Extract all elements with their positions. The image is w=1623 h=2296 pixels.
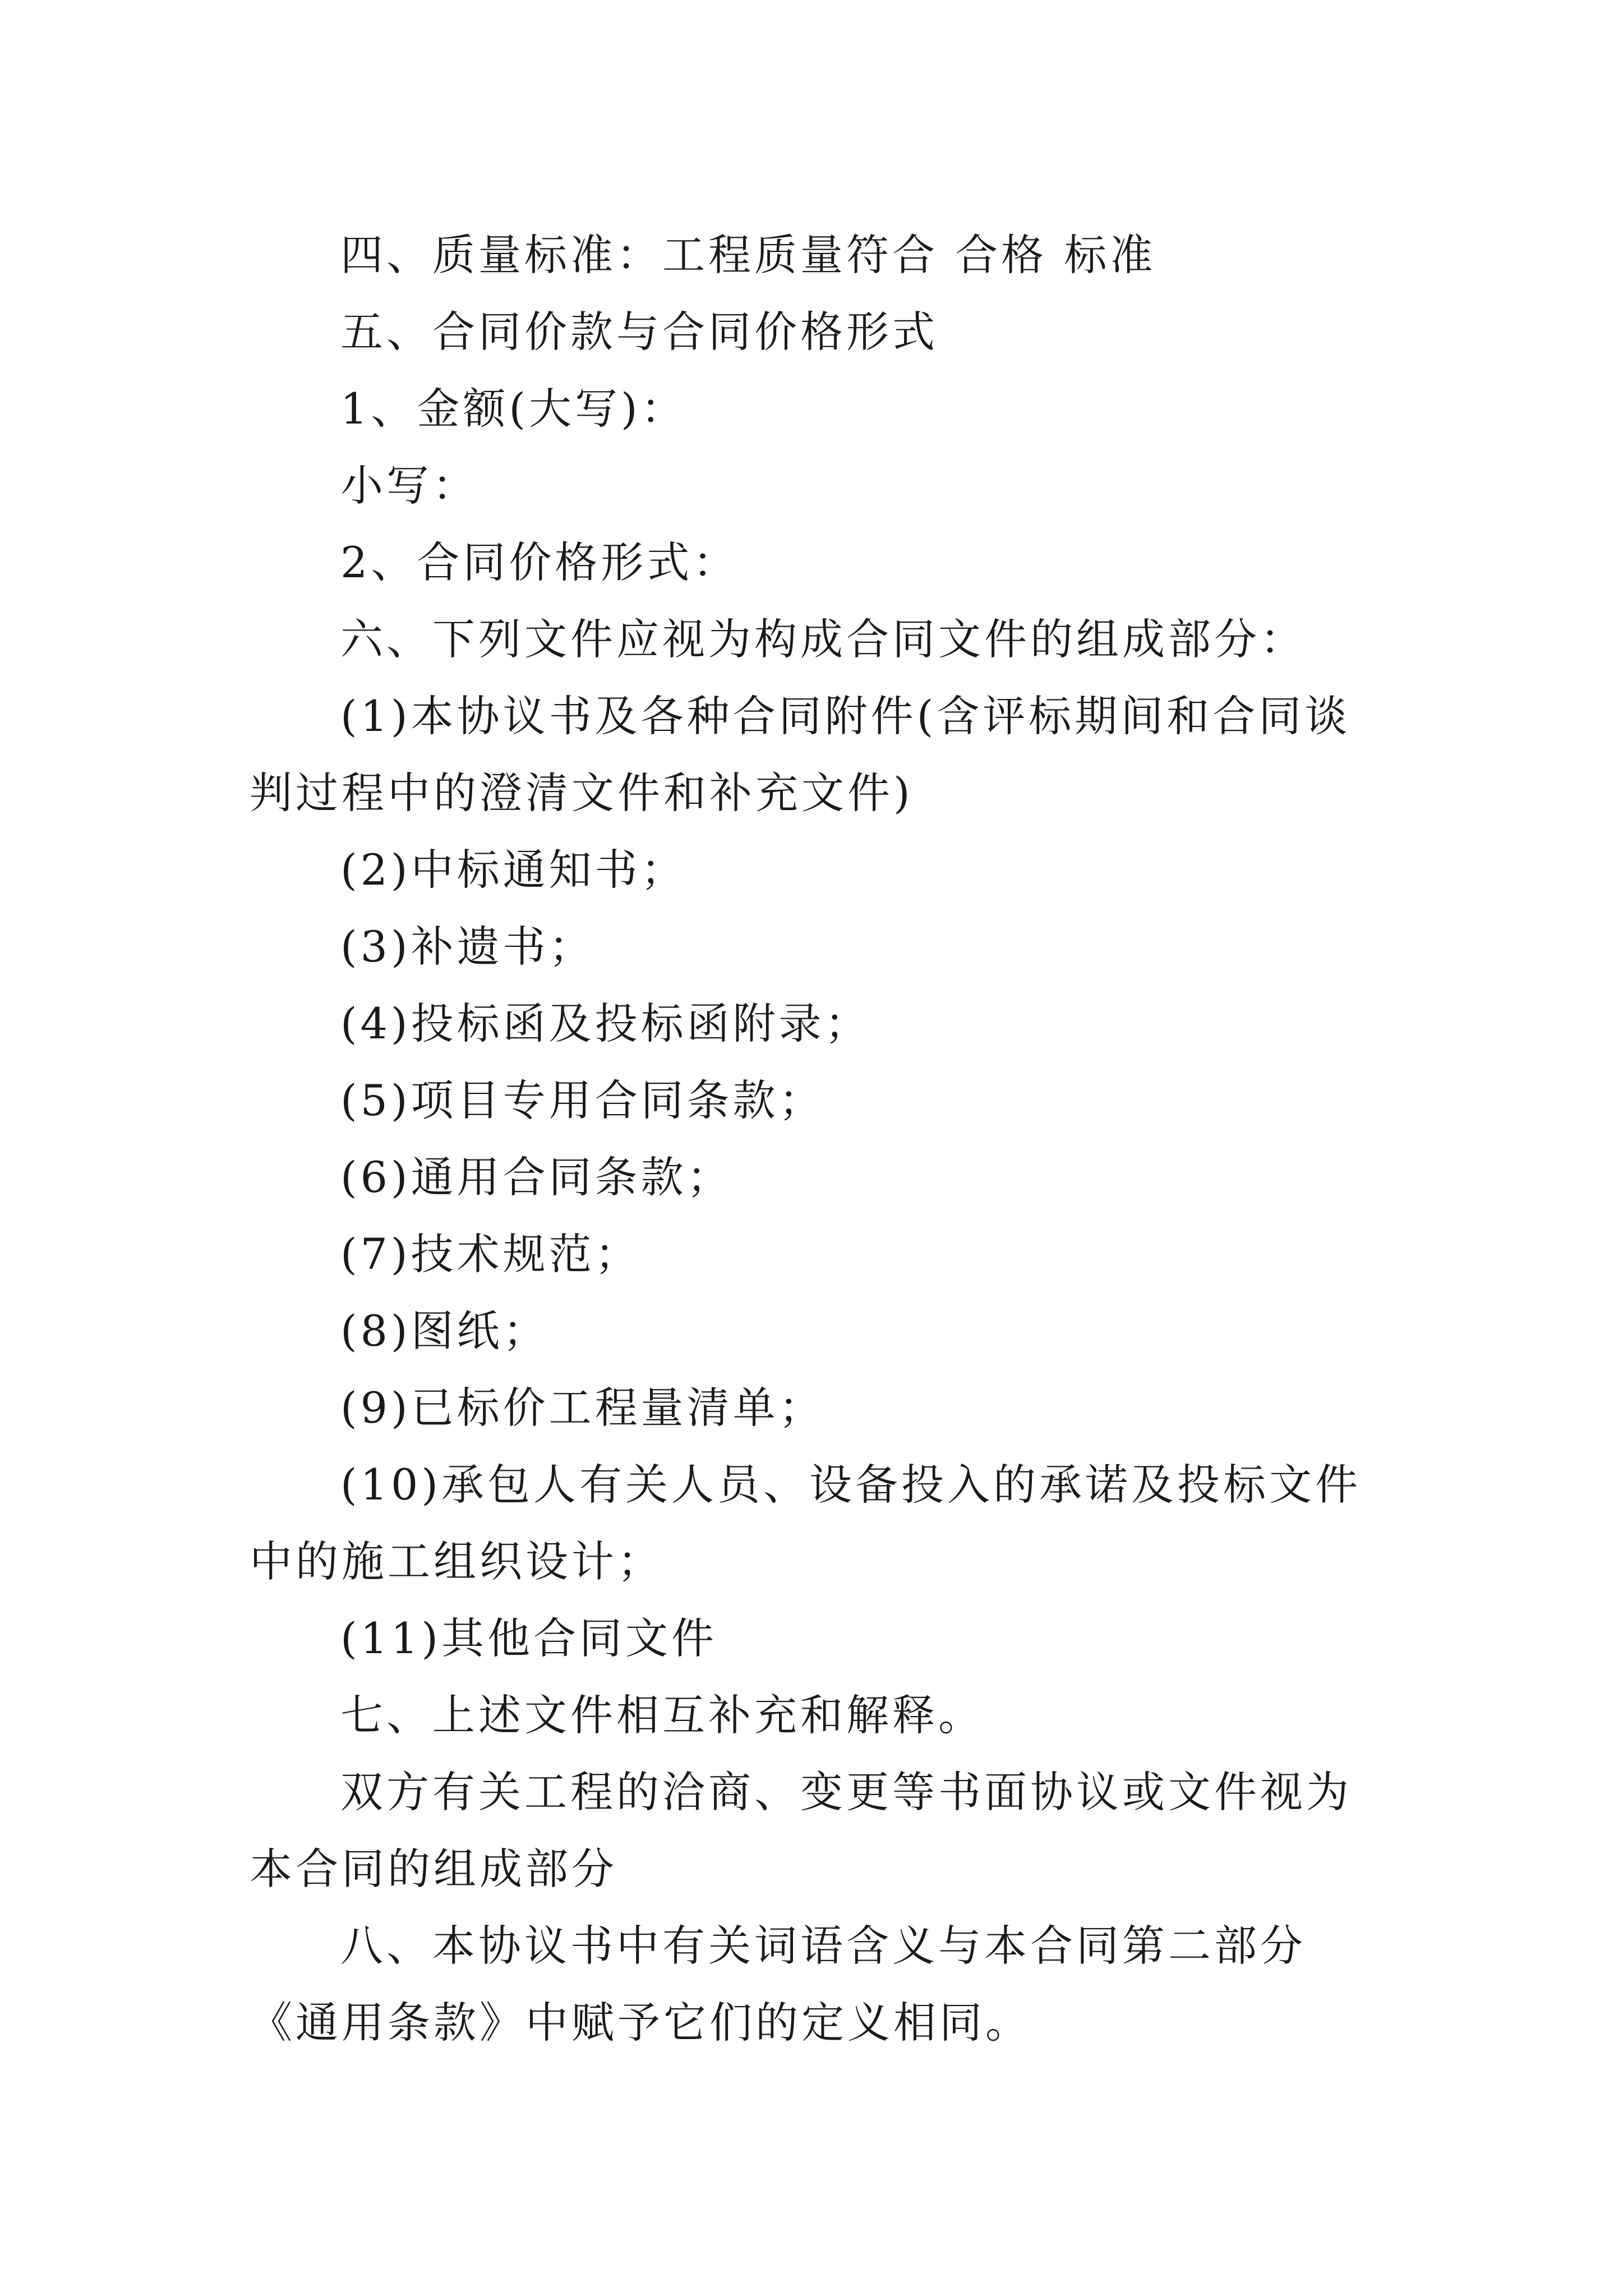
price-form-line: 2、合同价格形式： [340,537,739,587]
contract-price-heading: 五、合同价款与合同价格形式 [340,307,938,357]
document-item: (5)项目专用合同条款； [340,1075,825,1125]
document-item: (7)技术规范； [340,1229,641,1279]
document-item: (6)通用合同条款； [340,1152,733,1202]
document-item: (2)中标通知书； [340,845,687,895]
document-body [250,217,1388,2061]
mutual-interpretation-clause: 七、上述文件相互补充和解释。 [340,1690,984,1740]
document-item: (3)补遗书； [340,922,595,972]
supplementary-agreements-clause: 双方有关工程的洽商、变更等书面协议或文件视为本合同的组成部分 [250,1767,1352,1894]
quality-standard-clause: 四、质量标准：工程质量符合 合格 标准 [340,230,1156,280]
document-item: (9)已标价工程量清单； [340,1383,825,1433]
amount-in-words-line: 1、金额(大写)： [340,384,687,434]
amount-in-figures-line: 小写： [340,461,478,510]
definitions-clause: 八、本协议书中有关词语含义与本合同第二部分《通用条款》中赋予它们的定义相同。 [250,1921,1306,2047]
document-item: (4)投标函及投标函附录； [340,999,871,1048]
document-item: (10)承包人有关人员、设备投入的承诺及投标文件中的施工组织设计； [250,1460,1362,1586]
contract-documents-heading: 六、下列文件应视为构成合同文件的组成部分： [340,614,1306,664]
document-item: (8)图纸； [340,1306,549,1356]
document-item: (11)其他合同文件 [340,1613,718,1663]
document-item: (1)本协议书及各种合同附件(含评标期间和合同谈判过程中的澄清文件和补充文件) [250,691,1351,818]
